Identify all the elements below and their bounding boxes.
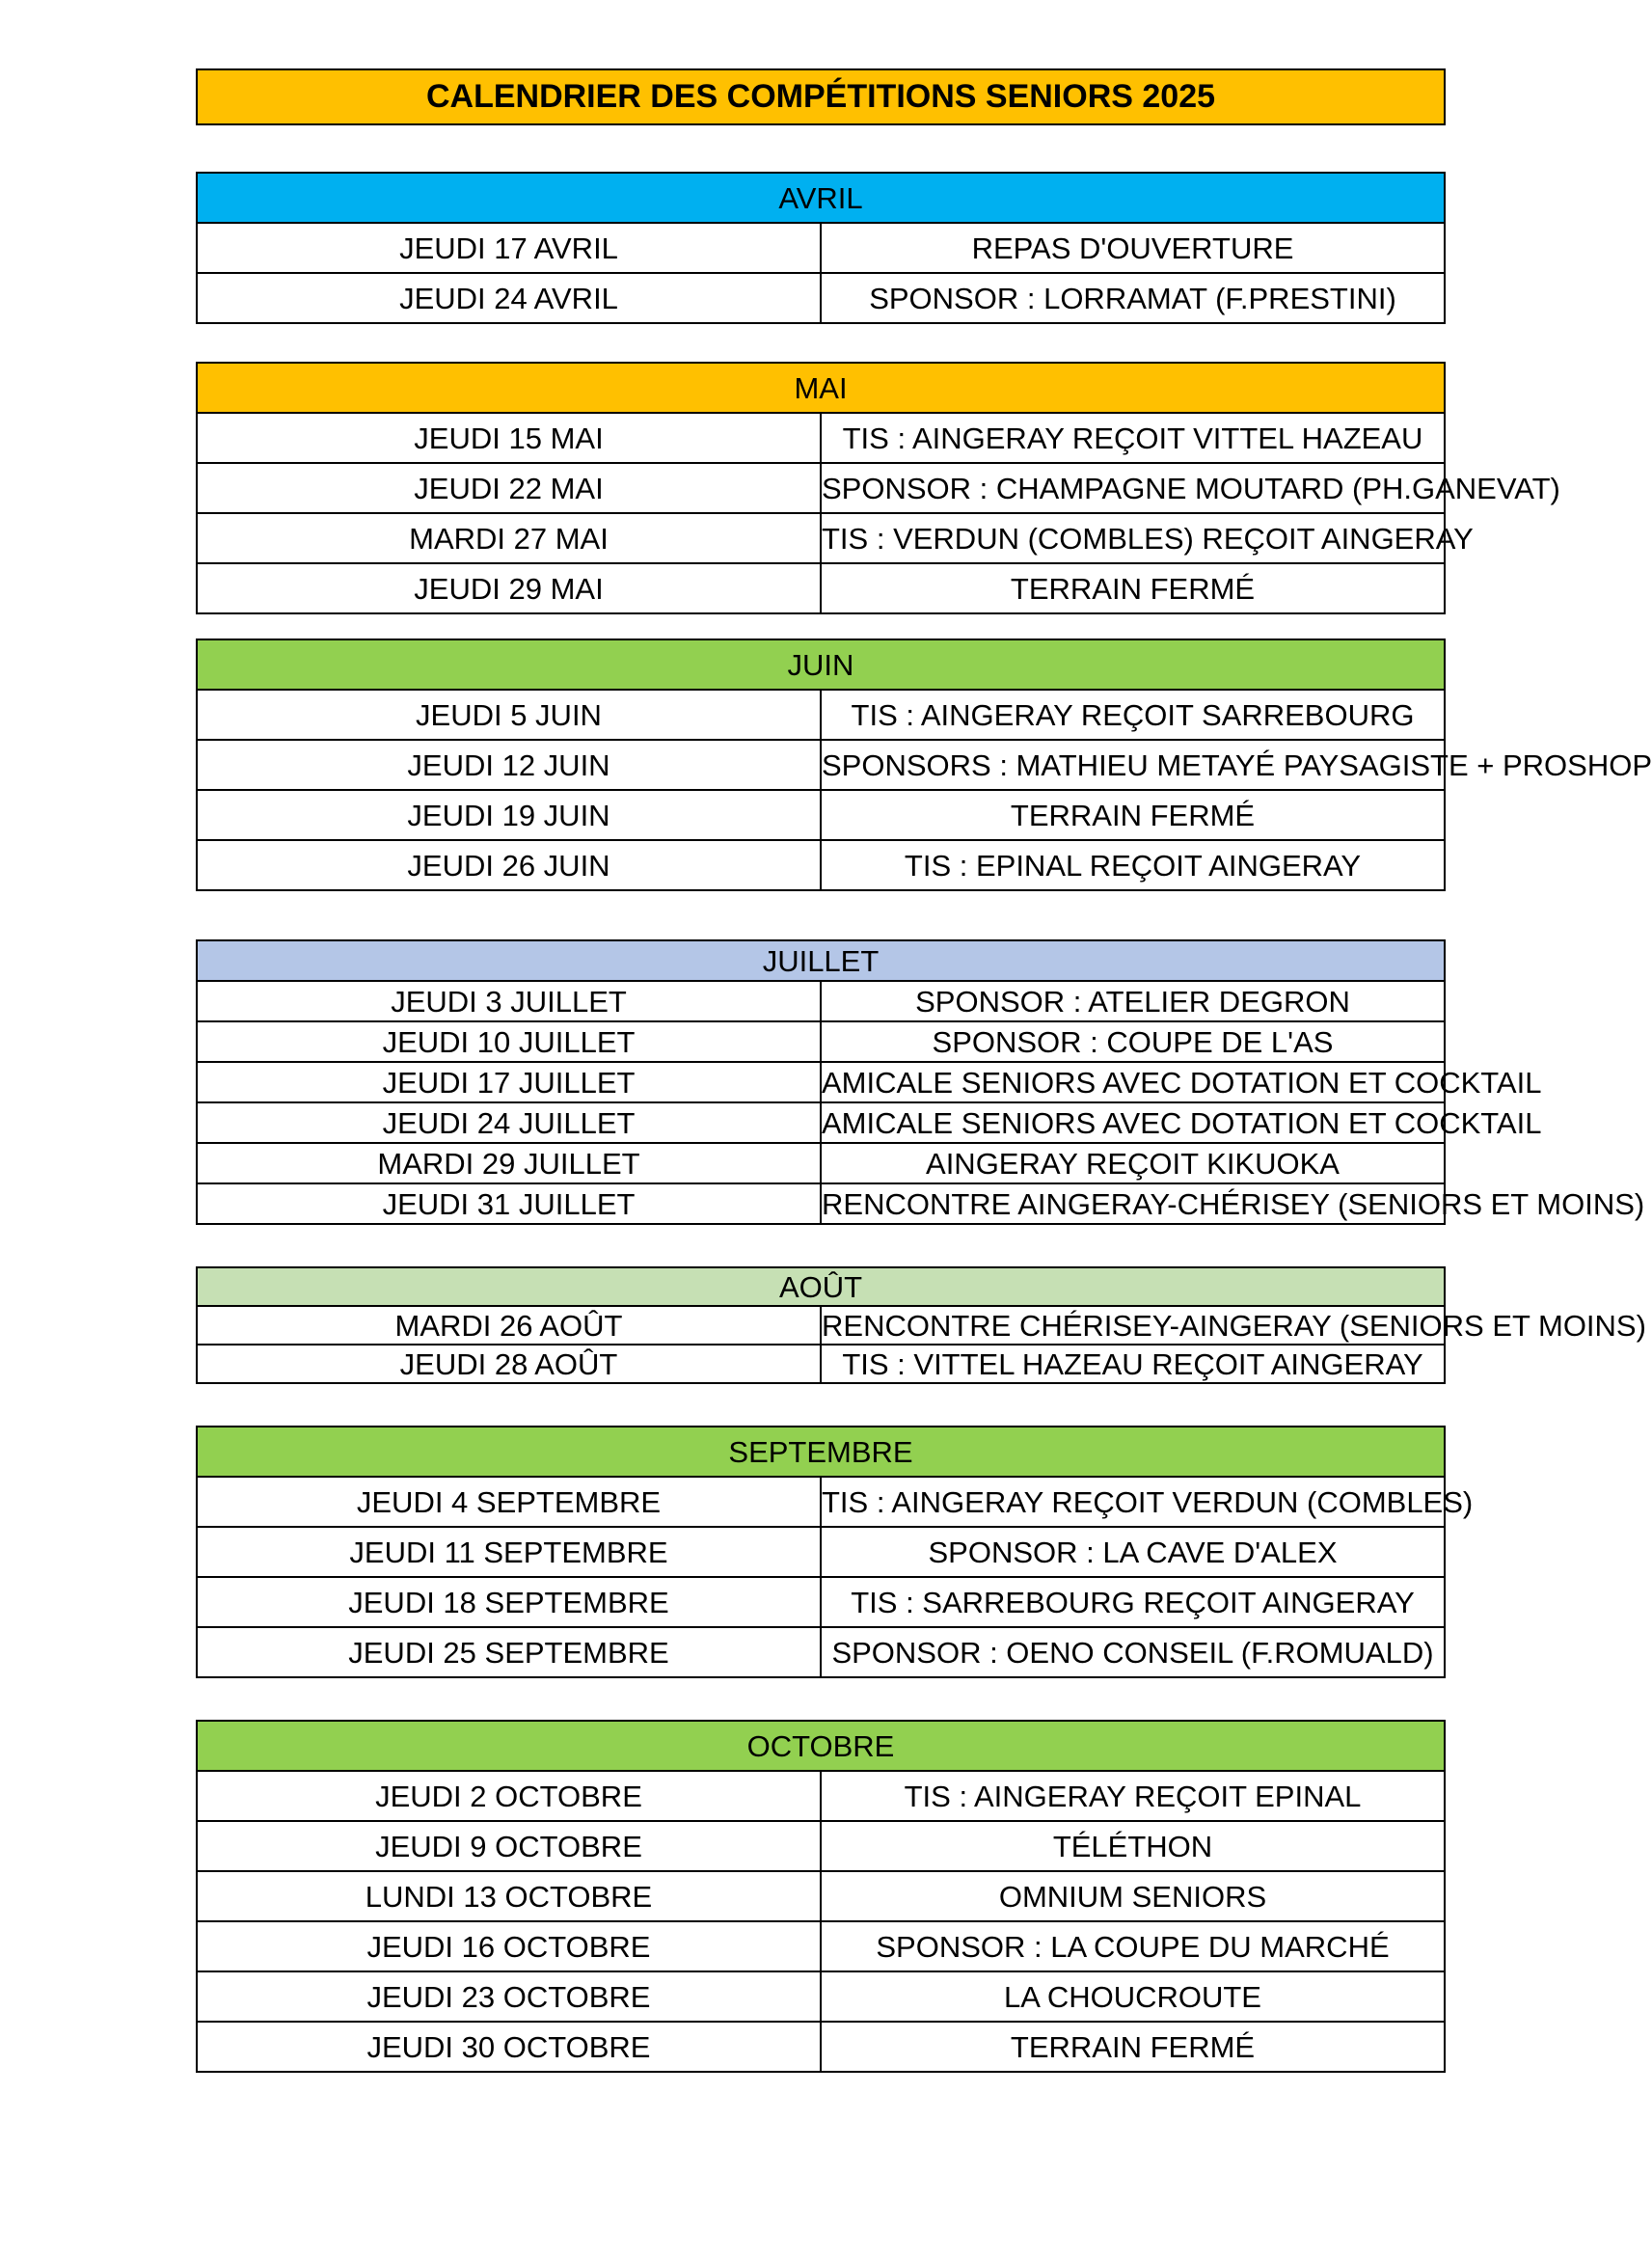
month-section (196, 362, 1560, 614)
event-description: SPONSOR : OENO CONSEIL (F.ROMUALD) (821, 1627, 1445, 1677)
table-row (197, 981, 1445, 1021)
table-row (197, 463, 1445, 513)
table-row (197, 1771, 1445, 1821)
month-section (196, 1426, 1474, 1678)
month-header: SEPTEMBRE (197, 1427, 1445, 1477)
table-row (197, 1306, 1445, 1345)
month-header: AOÛT (197, 1267, 1445, 1306)
table-row (197, 2022, 1445, 2072)
event-date: JEUDI 16 OCTOBRE (197, 1921, 821, 1971)
page-title: CALENDRIER DES COMPÉTITIONS SENIORS 2025 (196, 68, 1446, 125)
event-date: JEUDI 23 OCTOBRE (197, 1971, 821, 2022)
event-description: SPONSOR : ATELIER DEGRON (821, 981, 1445, 1021)
table-row (197, 1971, 1445, 2022)
month-table (196, 362, 1560, 614)
table-row (197, 790, 1445, 840)
event-description: LA CHOUCROUTE (821, 1971, 1445, 2022)
table-row (197, 1871, 1445, 1921)
table-row (197, 563, 1445, 613)
event-description: TÉLÉTHON (821, 1821, 1445, 1871)
event-date: JEUDI 18 SEPTEMBRE (197, 1577, 821, 1627)
table-row (197, 1021, 1445, 1062)
event-date: MARDI 26 AOÛT (197, 1306, 821, 1345)
event-description: TIS : SARREBOURG REÇOIT AINGERAY (821, 1577, 1445, 1627)
month-table (196, 939, 1645, 1225)
event-date: JEUDI 4 SEPTEMBRE (197, 1477, 821, 1527)
month-section (196, 1720, 1446, 2073)
event-description: OMNIUM SENIORS (821, 1871, 1445, 1921)
event-date: JEUDI 24 AVRIL (197, 273, 821, 323)
month-section (196, 939, 1645, 1225)
month-header-row (197, 173, 1445, 223)
event-date: JEUDI 29 MAI (197, 563, 821, 613)
event-description: TERRAIN FERMÉ (821, 2022, 1445, 2072)
table-row (197, 740, 1445, 790)
event-date: JEUDI 9 OCTOBRE (197, 1821, 821, 1871)
table-row (197, 1183, 1445, 1224)
event-description: SPONSOR : LA CAVE D'ALEX (821, 1527, 1445, 1577)
event-description: TIS : AINGERAY REÇOIT VERDUN (COMBLES) (821, 1477, 1445, 1527)
table-row (197, 1102, 1445, 1143)
event-date: JEUDI 28 AOÛT (197, 1345, 821, 1383)
event-date: JEUDI 31 JUILLET (197, 1183, 821, 1224)
month-section (196, 172, 1446, 324)
event-date: JEUDI 26 JUIN (197, 840, 821, 890)
event-description: SPONSOR : LORRAMAT (F.PRESTINI) (821, 273, 1445, 323)
event-date: JEUDI 25 SEPTEMBRE (197, 1627, 821, 1677)
table-row (197, 223, 1445, 273)
event-description: TERRAIN FERMÉ (821, 790, 1445, 840)
table-row (197, 1577, 1445, 1627)
event-date: JEUDI 30 OCTOBRE (197, 2022, 821, 2072)
table-row (197, 513, 1445, 563)
event-description: TERRAIN FERMÉ (821, 563, 1445, 613)
table-row (197, 1821, 1445, 1871)
table-row (197, 1143, 1445, 1183)
event-date: JEUDI 5 JUIN (197, 690, 821, 740)
table-row (197, 1062, 1445, 1102)
event-date: JEUDI 10 JUILLET (197, 1021, 821, 1062)
event-description: AMICALE SENIORS AVEC DOTATION ET COCKTAIL (821, 1062, 1445, 1102)
month-table (196, 172, 1446, 324)
event-date: JEUDI 15 MAI (197, 413, 821, 463)
event-description: TIS : VERDUN (COMBLES) REÇOIT AINGERAY (821, 513, 1445, 563)
month-header-row (197, 1721, 1445, 1771)
month-header: MAI (197, 363, 1445, 413)
month-table (196, 1426, 1474, 1678)
month-table (196, 639, 1652, 891)
event-description: SPONSOR : LA COUPE DU MARCHÉ (821, 1921, 1445, 1971)
table-row (197, 1527, 1445, 1577)
event-description: TIS : AINGERAY REÇOIT SARREBOURG (821, 690, 1445, 740)
table-row (197, 690, 1445, 740)
event-date: MARDI 27 MAI (197, 513, 821, 563)
table-row (197, 1345, 1445, 1383)
event-description: AMICALE SENIORS AVEC DOTATION ET COCKTAIL (821, 1102, 1445, 1143)
event-date: JEUDI 17 AVRIL (197, 223, 821, 273)
event-description: TIS : AINGERAY REÇOIT VITTEL HAZEAU (821, 413, 1445, 463)
table-row (197, 413, 1445, 463)
event-description: AINGERAY REÇOIT KIKUOKA (821, 1143, 1445, 1183)
event-date: JEUDI 17 JUILLET (197, 1062, 821, 1102)
event-date: LUNDI 13 OCTOBRE (197, 1871, 821, 1921)
table-row (197, 1477, 1445, 1527)
event-date: JEUDI 11 SEPTEMBRE (197, 1527, 821, 1577)
month-section (196, 1266, 1646, 1384)
month-header: JUIN (197, 639, 1445, 690)
event-description: SPONSORS : MATHIEU METAYÉ PAYSAGISTE + PROSHOP (821, 740, 1445, 790)
table-row (197, 840, 1445, 890)
month-header-row (197, 1427, 1445, 1477)
month-header: JUILLET (197, 940, 1445, 981)
month-header-row (197, 363, 1445, 413)
event-description: SPONSOR : COUPE DE L'AS (821, 1021, 1445, 1062)
month-header: AVRIL (197, 173, 1445, 223)
event-date: JEUDI 24 JUILLET (197, 1102, 821, 1143)
event-description: REPAS D'OUVERTURE (821, 223, 1445, 273)
table-row (197, 273, 1445, 323)
table-row (197, 1627, 1445, 1677)
event-date: MARDI 29 JUILLET (197, 1143, 821, 1183)
event-date: JEUDI 2 OCTOBRE (197, 1771, 821, 1821)
table-row (197, 1921, 1445, 1971)
event-date: JEUDI 3 JUILLET (197, 981, 821, 1021)
month-header-row (197, 639, 1445, 690)
month-header-row (197, 940, 1445, 981)
event-date: JEUDI 12 JUIN (197, 740, 821, 790)
month-table (196, 1720, 1446, 2073)
event-description: TIS : VITTEL HAZEAU REÇOIT AINGERAY (821, 1345, 1445, 1383)
event-description: SPONSOR : CHAMPAGNE MOUTARD (PH.GANEVAT) (821, 463, 1445, 513)
month-header-row (197, 1267, 1445, 1306)
event-date: JEUDI 19 JUIN (197, 790, 821, 840)
month-section (196, 639, 1652, 891)
event-description: TIS : AINGERAY REÇOIT EPINAL (821, 1771, 1445, 1821)
event-description: TIS : EPINAL REÇOIT AINGERAY (821, 840, 1445, 890)
event-description: RENCONTRE AINGERAY-CHÉRISEY (SENIORS ET MOINS) (821, 1183, 1445, 1224)
event-date: JEUDI 22 MAI (197, 463, 821, 513)
month-table (196, 1266, 1646, 1384)
event-description: RENCONTRE CHÉRISEY-AINGERAY (SENIORS ET MOINS) (821, 1306, 1445, 1345)
month-header: OCTOBRE (197, 1721, 1445, 1771)
